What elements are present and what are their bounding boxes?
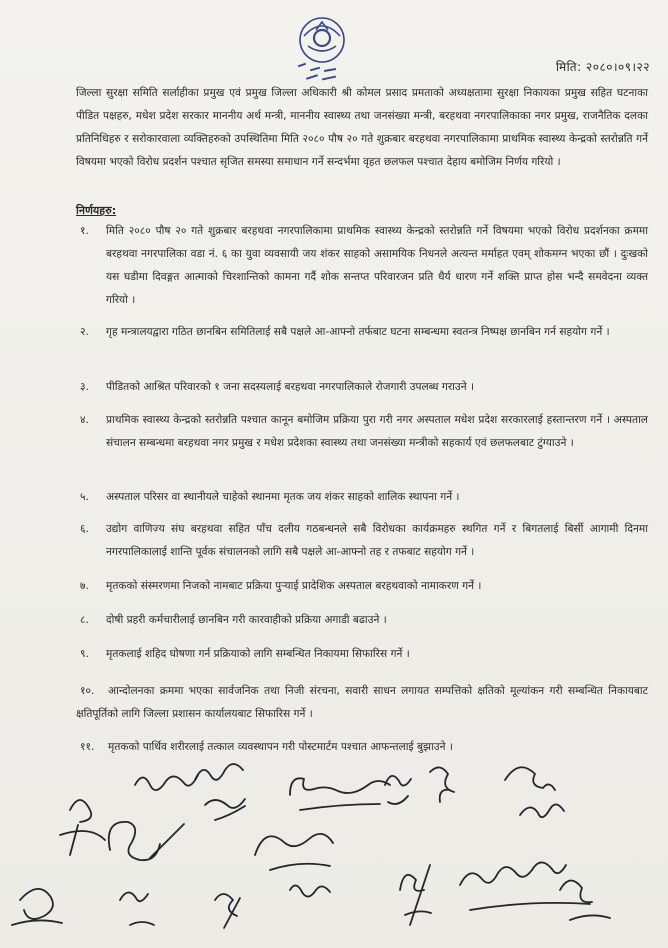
intro-paragraph: जिल्ला सुरक्षा समिति सर्लाहीका प्रमुख एवं प्रमुख जिल्ला अधिकारी श्री कोमल प्रसाद प्रमताको अध्यक्षतामा सुरक्षा निकायका प्रमुख सहित घटनाका पीडित पक्षहरु, मधेश प्रदेश सरकार माननीय अर्थ मन्त्री, माननीय स्वास्थ्य तथा जनसंख्या मन्त्री, बरहथवा नगरपालिकाका नगर प्रमुख, राजनैतिक दलका प्रतिनिधिहरु र सरोकारवाला व्यक्तिहरुको उपस्थितिमा मिति २०८० पौष २० गते शुक्रबार बरहथवा नगरपालिकामा प्राथमिक स्वास्थ्य केन्द्रको स्तरोन्नति गर्ने विषयमा भएको विरोध प्रदर्शन पश्चात सृजित समस्या समाधान गर्ने सन्दर्भमा वृहत छलफल पश्चात देहाय बमोजिम निर्णय गरियो ।	[76, 87, 648, 168]
signature	[460, 862, 590, 910]
decision-item	[76, 518, 648, 564]
decision-number: ११.	[80, 741, 95, 753]
decision-text: गृह मन्त्रालयद्वारा गठित छानबिन समितिलाई सबै पक्षले आ-आफ्नो तर्फबाट घटना सम्बन्धमा स्वतन्त्र निष्पक्ष छानबिन गर्न सहयोग गर्ने ।	[106, 326, 610, 338]
signature	[505, 767, 555, 790]
signature	[60, 800, 105, 855]
signature	[430, 767, 454, 802]
decision-item	[76, 376, 648, 399]
decision-text: दोषी प्रहरी कर्मचारीलाई छानबिन गरी कारवाहीको प्रक्रिया अगाडी बढाउने ।	[106, 614, 387, 626]
signature	[135, 775, 198, 790]
government-seal-icon	[282, 6, 362, 86]
decision-number: ५.	[80, 491, 89, 503]
decision-text: पीडितको आश्रित परिवारको १ जना सदस्यलाई बरहथवा नगरपालिकाले रोजगारी उपलब्ध गराउने ।	[106, 381, 474, 393]
signature	[109, 822, 184, 860]
decision-number: १०.	[80, 685, 95, 697]
signature	[385, 776, 411, 804]
signature	[255, 834, 333, 870]
signatures-area	[0, 740, 668, 948]
decision-item	[76, 680, 648, 726]
decision-item	[76, 409, 648, 455]
decision-number: २.	[80, 326, 89, 338]
decision-item	[76, 486, 648, 509]
decision-number: ९.	[80, 648, 89, 660]
decision-text: मृतकको संस्मरणमा निजको नामबाट प्रक्रिया पुऱ्याई प्रादेशिक अस्पताल बरहथवाको नामाकरण गर्ने ।	[106, 580, 482, 592]
decision-text: मिति २०८० पौष २० गते शुक्रबार बरहथवा नगरपालिकामा प्राथमिक स्वास्थ्य केन्द्रको स्तरोन्नति गर्ने विषयमा भएको विरोध प्रदर्शनका क्रममा बरहथवा नगरपालिका वडा नं. ६ का युवा व्यवसायी जय शंकर साहको असामयिक निधनले अत्यन्त मर्माहत एवम् शोकमग्न भएका छौं । दुःखको यस घडीमा दिवङ्गत आत्माको चिरशान्तिको कामना गर्दै शोक सन्तप्त परिवारजन प्रति धैर्य धारण गर्ने शक्ति प्राप्त होस भन्दै समवेदना व्यक्त गरियो ।	[106, 225, 648, 306]
decisions-heading: निर्णयहरु:	[76, 204, 117, 217]
decision-number: ८.	[80, 614, 89, 626]
decision-text: मृतकको पार्थिव शरीरलाई तत्काल व्यवस्थापन गरी पोस्टमार्टम पश्चात आफन्तलाई बुझाउने ।	[108, 741, 453, 753]
signature	[195, 764, 243, 780]
signature	[400, 865, 431, 925]
decision-item	[76, 321, 648, 344]
signature	[290, 778, 390, 810]
decision-text: आन्दोलनका क्रममा भएका सार्वजनिक तथा निजी संरचना, सवारी साधन लगायत सम्पत्तिको क्षतिको मूल्यांकन गरी सम्बन्धित निकायबाट क्षतिपूर्तिको लागि जिल्ला प्रशासन कार्यालयबाट सिफारिस गर्ने ।	[76, 685, 648, 720]
decision-item	[76, 609, 648, 632]
signature	[12, 889, 62, 925]
decision-text: उद्योग वाणिज्य संघ बरहथवा सहित पाँच दलीय गठबन्धनले सबै विरोधका कार्यक्रमहरु स्थगित गर्ने र बिगतलाई बिर्सी आगामी दिनमा नगरपालिकालाई शान्ति पूर्वक संचालनको लागि सबै पक्षले आ-आफ्नो तह र तफबाट सहयोग गर्ने ।	[106, 523, 648, 558]
decision-number: ६.	[80, 523, 89, 535]
signature	[205, 799, 245, 820]
decision-item	[76, 575, 648, 598]
signature	[560, 880, 610, 920]
decision-text: अस्पताल परिसर वा स्थानीयले चाहेको स्थानमा मृतक जय शंकर साहको शालिक स्थापना गर्ने ।	[106, 491, 460, 503]
signature	[290, 885, 330, 896]
decision-number: १.	[80, 225, 89, 237]
signature	[120, 892, 154, 925]
decision-item	[76, 643, 648, 666]
signature	[520, 804, 564, 817]
decision-text: मृतकलाई शहिद घोषणा गर्न प्रक्रियाको लागि सम्बन्धित निकायमा सिफारिस गर्ने ।	[106, 648, 410, 660]
decision-number: ३.	[80, 381, 89, 393]
decision-item	[76, 220, 648, 312]
decision-number: ७.	[80, 580, 89, 592]
document-date: मिति: २०८०।०९।२२	[555, 60, 650, 74]
signature	[215, 894, 240, 928]
decision-number: ४.	[80, 414, 89, 426]
decision-text: प्राथमिक स्वास्थ्य केन्द्रको स्तरोन्नति पश्चात कानून बमोजिम प्रक्रिया पुरा गरी नगर अस्पताल मधेश प्रदेश सरकारलाई हस्तान्तरण गर्ने । अस्पताल संचालन सम्बन्धमा बरहथवा नगर प्रमुख र मधेश प्रदेशका स्वास्थ्य तथा जनसंख्या मन्त्रीको सहकार्य एवं छलफलबाट टुंग्याउने ।	[106, 414, 648, 449]
